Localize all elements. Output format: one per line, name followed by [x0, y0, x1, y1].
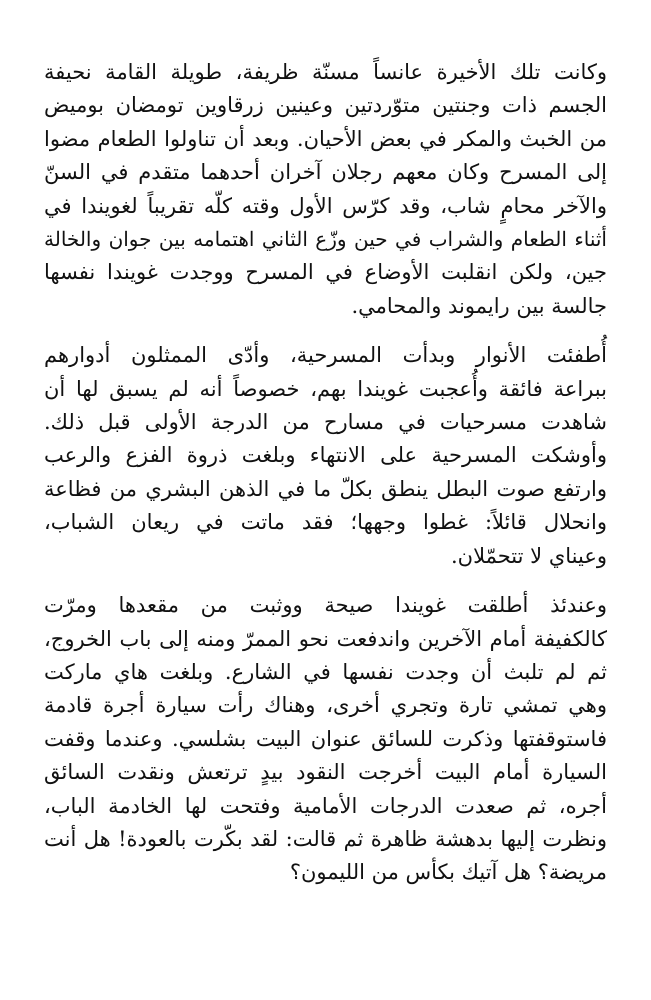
paragraph-line: أثناء الطعام والشراب في حين وزّع الثاني اهتمامه بين جوان والخالة: [44, 227, 607, 252]
paragraph-line: ثم لم تلبث أن وجدت نفسها في الشارع. وبلغت هاي ماركت: [44, 659, 607, 684]
paragraph-line: جالسة بين رايموند والمحامي.: [351, 293, 607, 318]
paragraph-line: السيارة أمام البيت أخرجت النقود بيدٍ ترتعش ونقدت السائق: [44, 760, 607, 785]
paragraph-line: والآخر محامٍ شاب، وقد كرّس الأول وقته كلّه تقريباً لغويندا في: [44, 193, 607, 218]
paragraph-line: وانحلال قائلاً: غطوا وجهها؛ فقد ماتت في ريعان الشباب،: [44, 510, 607, 535]
paragraph-line: ونظرت إليها بدهشة ظاهرة ثم قالت: لقد بكّرت بالعودة! هل أنت: [44, 826, 607, 851]
paragraph-line: أجره، ثم صعدت الدرجات الأمامية وفتحت لها الخادمة الباب،: [44, 793, 607, 818]
paragraph-line: ببراعة فائقة وأُعجبت غويندا بهم، خصوصاً أنه لم يسبق لها أن: [44, 376, 607, 401]
paragraph-line: وأوشكت المسرحية على الانتهاء وبلغت ذروة الفزع والرعب: [44, 443, 607, 468]
paragraph-line: من الخبث والمكر في بعض الأحيان. وبعد أن تناولوا الطعام مضوا: [44, 126, 607, 151]
paragraph-line: أُطفئت الأنوار وبدأت المسرحية، وأدّى الممثلون أدوارهم: [44, 343, 607, 368]
paragraph-2: [44, 339, 607, 573]
paragraph-1: [44, 56, 607, 323]
paragraph-line: مريضة؟ هل آتيك بكأس من الليمون؟: [289, 860, 607, 885]
paragraph-line: جين، ولكن انقلبت الأوضاع في المسرح ووجدت غويندا نفسها: [44, 260, 607, 285]
paragraph-3: [44, 589, 607, 890]
paragraph-line: وارتفع صوت البطل ينطق بكلّ ما في الذهن البشري من فظاعة: [44, 476, 607, 501]
paragraph-line: شاهدت مسرحيات في مسارح من الدرجة الأولى قبل ذلك.: [44, 410, 607, 435]
paragraph-line: وكانت تلك الأخيرة عانساً مسنّة ظريفة، طويلة القامة نحيفة: [44, 60, 607, 84]
paragraph-line: فاستوقفتها وذكرت للسائق عنوان البيت بشلسي. وعندما وقفت: [44, 726, 607, 751]
paragraph-line: وعيناي لا تتحمّلان.: [450, 543, 607, 568]
paragraph-line: إلى المسرح وكان معهم رجلان آخران أحدهما متقدم في السنّ: [44, 160, 607, 185]
paragraph-line: الجسم ذات وجنتين متوّردتين وعينين زرقاوين تومضان بوميض: [44, 93, 607, 118]
paragraph-line: وهي تمشي تارة وتجري أخرى، وهناك رأت سيارة أجرة قادمة: [44, 693, 607, 718]
paragraph-line: كالكفيفة أمام الآخرين واندفعت نحو الممرّ ومنه إلى باب الخروج،: [44, 626, 607, 651]
paragraph-line: وعندئذ أطلقت غويندا صيحة ووثبت من مقعدها ومرّت: [44, 593, 607, 618]
